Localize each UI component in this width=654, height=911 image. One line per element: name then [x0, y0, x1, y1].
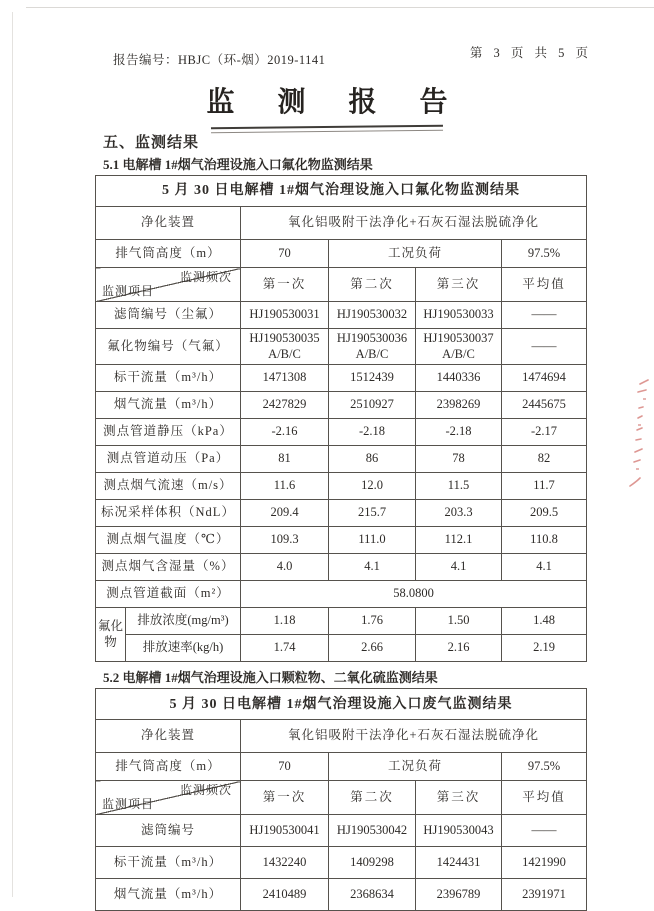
cell-value: 1432240: [241, 847, 329, 879]
table-title: 5 月 30 日电解槽 1#烟气治理设施入口废气监测结果: [96, 689, 587, 720]
column-header: 第三次: [416, 268, 502, 302]
cell-value: -2.17: [502, 419, 587, 446]
cell-value: 11.7: [502, 473, 587, 500]
cell-value: 2.66: [329, 635, 416, 662]
cell-value: 1421990: [502, 847, 587, 879]
cell-value: 4.1: [416, 554, 502, 581]
row-label: 测点烟气流速（m/s）: [96, 473, 241, 500]
stack-height-label: 排气筒高度（m）: [96, 753, 241, 781]
table-row: [96, 329, 587, 365]
table-row: [96, 554, 587, 581]
row-label: 滤筒编号: [96, 815, 241, 847]
column-header-row: [96, 268, 587, 302]
row-label: 氟化物编号（气氟）: [96, 329, 241, 365]
cell-value: 109.3: [241, 527, 329, 554]
cell-value: 111.0: [329, 527, 416, 554]
group-label: 氟化物: [96, 608, 126, 662]
corner-label-frequency: 监测频次: [179, 270, 232, 284]
load-label: 工况负荷: [329, 240, 502, 268]
table-row: [96, 473, 587, 500]
cell-value: HJ190530037 A/B/C: [416, 329, 502, 365]
table-row: [96, 879, 587, 911]
table-row: [96, 500, 587, 527]
stack-height-row: [96, 240, 587, 268]
cell-value: -2.16: [241, 419, 329, 446]
cell-value: 11.6: [241, 473, 329, 500]
purifier-row: [96, 207, 587, 240]
row-label: 排放浓度(mg/m³): [126, 608, 241, 635]
fluoride-monitoring-table: [95, 175, 587, 662]
stack-height-value: 70: [241, 753, 329, 781]
table-title-row: [96, 689, 587, 720]
section-5-1-heading: 5.1 电解槽 1#烟气治理设施入口氟化物监测结果: [103, 157, 373, 172]
cell-value: 81: [241, 446, 329, 473]
table-row: [96, 815, 587, 847]
cell-value: 4.0: [241, 554, 329, 581]
report-number: 报告编号：HBJC（环-烟）2019-1141: [113, 53, 326, 67]
row-label: 测点管道截面（m²）: [96, 581, 241, 608]
cell-value: HJ190530041: [241, 815, 329, 847]
purifier-value: 氧化铝吸附干法净化+石灰石湿法脱硫净化: [241, 207, 587, 240]
table-row: [96, 581, 587, 608]
cell-value: 1409298: [329, 847, 416, 879]
column-header: 第三次: [416, 781, 502, 815]
table-row: [96, 527, 587, 554]
corner-label-item: 监测项目: [102, 797, 155, 812]
cell-value: 2445675: [502, 392, 587, 419]
column-header: 第一次: [241, 268, 329, 302]
row-label: 排放速率(kg/h): [126, 635, 241, 662]
scan-edge-top: [26, 7, 654, 8]
waste-gas-monitoring-table: [95, 688, 587, 911]
diagonal-header-cell: [96, 781, 241, 815]
cell-value: HJ190530036 A/B/C: [329, 329, 416, 365]
row-label: 测点烟气含湿量（%）: [96, 554, 241, 581]
scan-edge-left: [12, 12, 13, 897]
cell-value: 4.1: [329, 554, 416, 581]
table-row: [96, 847, 587, 879]
cell-value: 110.8: [502, 527, 587, 554]
cell-value: ——: [502, 302, 587, 329]
cell-value: HJ190530031: [241, 302, 329, 329]
page-content: [95, 131, 586, 911]
load-label: 工况负荷: [329, 753, 502, 781]
cell-value: 209.5: [502, 500, 587, 527]
cell-value: 12.0: [329, 473, 416, 500]
cell-value: 1.18: [241, 608, 329, 635]
corner-label-frequency: 监测频次: [179, 783, 232, 798]
page-number: 第 3 页 共 5 页: [469, 46, 592, 60]
cell-value: 86: [329, 446, 416, 473]
cell-value: HJ190530042: [329, 815, 416, 847]
cell-value: 1.50: [416, 608, 502, 635]
cell-value: HJ190530043: [416, 815, 502, 847]
table-title: 5 月 30 日电解槽 1#烟气治理设施入口氟化物监测结果: [96, 176, 587, 207]
cell-value: 2427829: [241, 392, 329, 419]
cell-value: 2.16: [416, 635, 502, 662]
cell-value: 2410489: [241, 879, 329, 911]
cell-value: 2396789: [416, 879, 502, 911]
column-header: 第二次: [329, 781, 416, 815]
load-value: 97.5%: [502, 753, 587, 781]
cell-value: 11.5: [416, 473, 502, 500]
row-label: 标干流量（m³/h）: [96, 365, 241, 392]
table-row: [96, 635, 587, 662]
cell-value: -2.18: [329, 419, 416, 446]
cell-value: 1440336: [416, 365, 502, 392]
row-label: 烟气流量（m³/h）: [96, 392, 241, 419]
cell-value: 1474694: [502, 365, 587, 392]
cell-value: 203.3: [416, 500, 502, 527]
row-label: 测点管道动压（Pa）: [96, 446, 241, 473]
table-row: [96, 302, 587, 329]
column-header: 第一次: [241, 781, 329, 815]
cell-value: 82: [502, 446, 587, 473]
column-header-row: [96, 781, 587, 815]
row-label: 烟气流量（m³/h）: [96, 879, 241, 911]
column-header: 平均值: [502, 268, 587, 302]
row-label: 标干流量（m³/h）: [96, 847, 241, 879]
diagonal-header-cell: [96, 268, 241, 302]
row-label: 滤筒编号（尘氟）: [96, 302, 241, 329]
cell-value: 1471308: [241, 365, 329, 392]
cell-value: 4.1: [502, 554, 587, 581]
cell-value: 78: [416, 446, 502, 473]
table-row: [96, 446, 587, 473]
cell-value: HJ190530033: [416, 302, 502, 329]
red-stamp-fragment: [626, 378, 652, 508]
purifier-label: 净化装置: [96, 720, 241, 753]
cell-value: 1.74: [241, 635, 329, 662]
cell-value: HJ190530032: [329, 302, 416, 329]
purifier-row: [96, 720, 587, 753]
purifier-label: 净化装置: [96, 207, 241, 240]
cell-value: ——: [502, 815, 587, 847]
cell-value: 215.7: [329, 500, 416, 527]
cell-value: 2368634: [329, 879, 416, 911]
cell-value: 2391971: [502, 879, 587, 911]
table-row: [96, 608, 587, 635]
cell-value: 1424431: [416, 847, 502, 879]
row-label: 测点烟气温度（℃）: [96, 527, 241, 554]
cell-value: 1512439: [329, 365, 416, 392]
cell-value: 1.76: [329, 608, 416, 635]
table-row: [96, 392, 587, 419]
section-heading: 五、监测结果: [103, 135, 200, 151]
purifier-value: 氧化铝吸附干法净化+石灰石湿法脱硫净化: [241, 720, 587, 753]
table-title-row: [96, 176, 587, 207]
stack-height-row: [96, 753, 587, 781]
cell-value: 2398269: [416, 392, 502, 419]
section-5-2-heading: 5.2 电解槽 1#烟气治理设施入口颗粒物、二氧化硫监测结果: [103, 670, 438, 686]
table-row: [96, 365, 587, 392]
table-row: [96, 419, 587, 446]
cell-value: 1.48: [502, 608, 587, 635]
corner-label-item: 监测项目: [102, 284, 155, 298]
stack-height-value: 70: [241, 240, 329, 268]
row-label: 标况采样体积（NdL）: [96, 500, 241, 527]
stack-height-label: 排气筒高度（m）: [96, 240, 241, 268]
cell-value: -2.18: [416, 419, 502, 446]
cell-value: HJ190530035 A/B/C: [241, 329, 329, 365]
cell-value: 209.4: [241, 500, 329, 527]
cell-value: ——: [502, 329, 587, 365]
column-header: 第二次: [329, 268, 416, 302]
cell-value: 2.19: [502, 635, 587, 662]
load-value: 97.5%: [502, 240, 587, 268]
document-title: 监 测 报 告: [206, 87, 466, 118]
cell-value: 58.0800: [241, 581, 587, 608]
column-header: 平均值: [502, 781, 587, 815]
cell-value: 112.1: [416, 527, 502, 554]
cell-value: 2510927: [329, 392, 416, 419]
row-label: 测点管道静压（kPa）: [96, 419, 241, 446]
